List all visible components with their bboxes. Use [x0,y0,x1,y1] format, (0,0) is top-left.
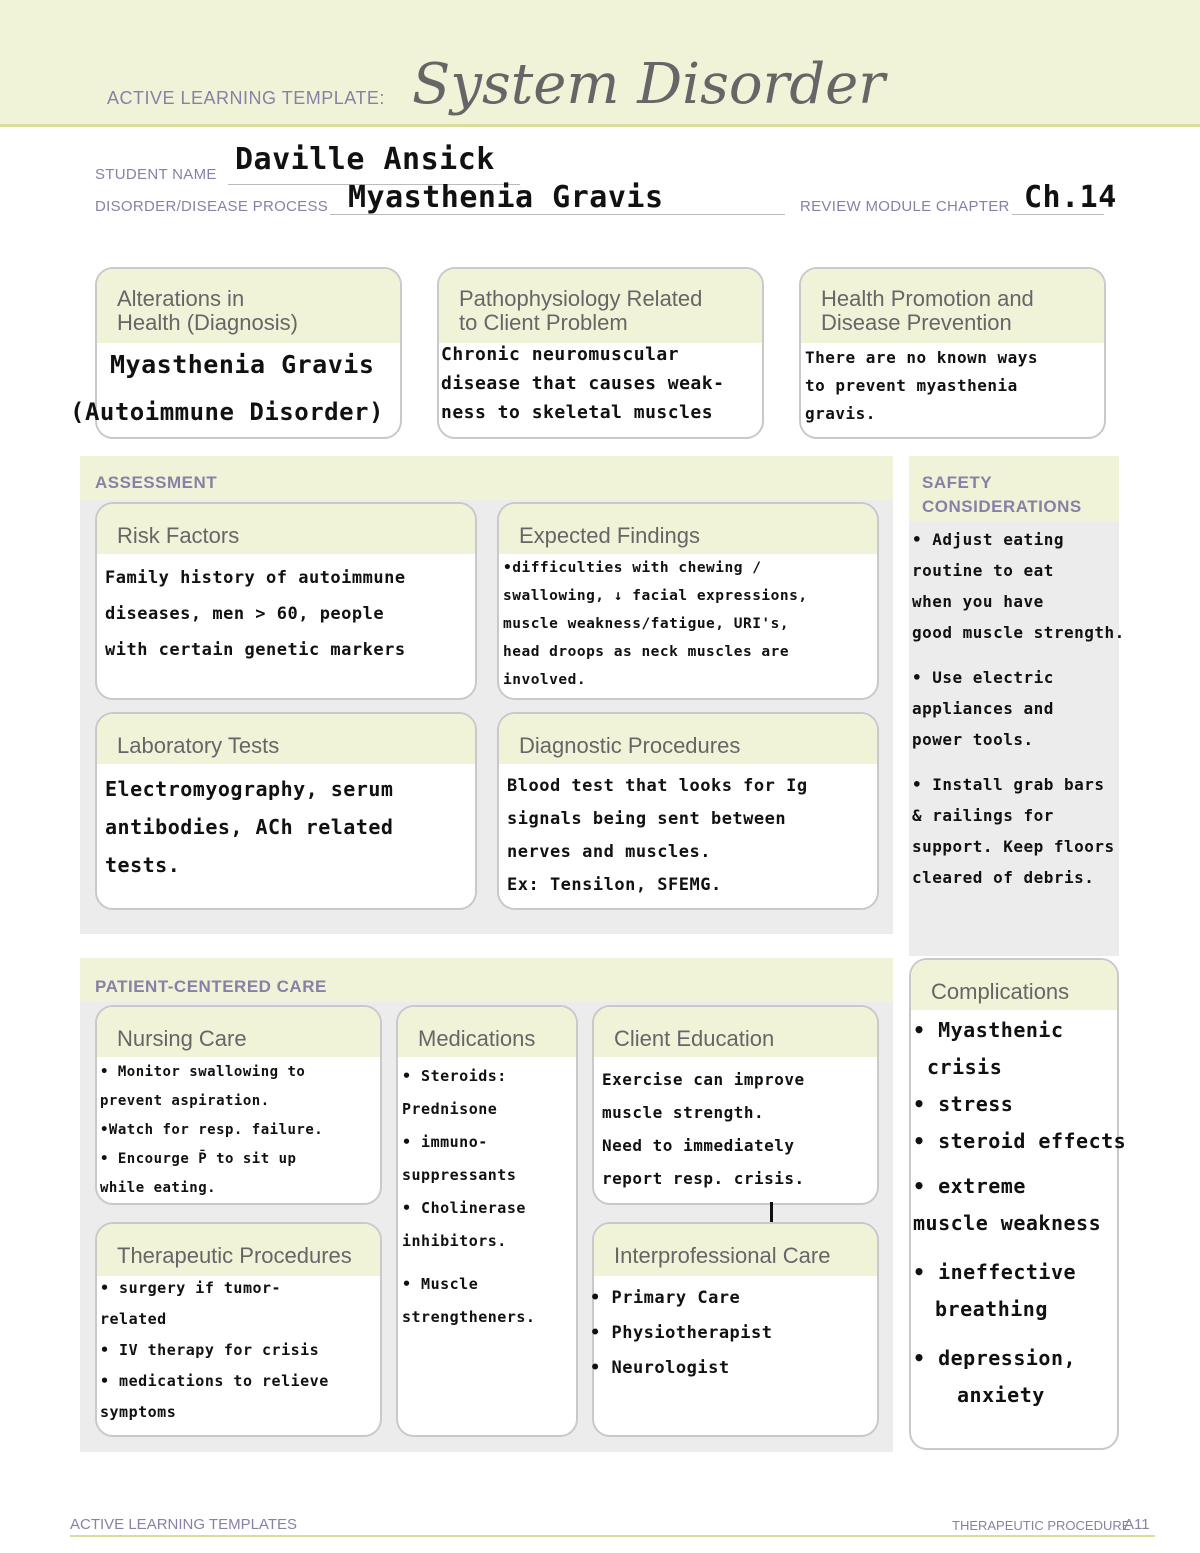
risk-factors-line: with certain genetic markers [105,640,406,660]
complications-line: • depression, [913,1346,1077,1370]
nursing-care-line: • Encourge P̄ to sit up [100,1151,297,1167]
diagnostic-procedures-line: nerves and muscles. [507,842,711,862]
page-number: A11 [1124,1516,1150,1533]
therapeutic-procedures-text [100,1273,329,1428]
therapeutic-procedures-line: symptoms [100,1403,177,1421]
medications-line: • Muscle [402,1275,479,1293]
nursing-care-line: while eating. [100,1180,217,1196]
pathophysiology-line: ness to skeletal muscles [441,402,714,423]
pathophysiology-line: disease that causes weak- [441,373,725,394]
template-label: ACTIVE LEARNING TEMPLATE: [107,88,385,108]
safety-title-2: CONSIDERATIONS [922,497,1082,516]
nursing-care-line: •Watch for resp. failure. [100,1122,324,1138]
medications-heading: Medications [398,1007,576,1057]
pathophysiology-heading-2: to Client Problem [459,310,628,335]
risk-factors-line: diseases, men > 60, people [105,604,385,624]
pathophysiology-text [441,340,724,427]
safety-line: & railings for [912,806,1054,825]
expected-findings-heading: Expected Findings [499,504,877,554]
interprofessional-care-text [590,1281,773,1386]
safety-line: appliances and [912,699,1054,718]
health-promotion-text [805,344,1038,428]
alterations-line: Myasthenia Gravis [110,350,375,379]
medications-line: suppressants [402,1166,517,1184]
laboratory-tests-text [97,764,475,890]
medications-line: • immuno- [402,1133,488,1151]
health-promotion-heading: Health Promotion and [821,286,1034,311]
medications-line: • Cholinerase [402,1199,526,1217]
client-education-line: muscle strength. [602,1103,765,1122]
client-education-line: Need to immediately [602,1136,795,1155]
safety-line: power tools. [912,730,1034,749]
laboratory-tests-line: Electromyography, serum [105,777,394,801]
complications-line: • steroid effects [913,1129,1127,1153]
disorder-value: Myasthenia Gravis [348,180,664,215]
nursing-care-text [100,1058,323,1203]
complications-line: • Myasthenic [913,1018,1064,1042]
safety-line: good muscle strength. [912,623,1125,642]
safety-line: • Install grab bars [912,775,1105,794]
template-banner [0,0,1200,127]
interprofessional-care-line: • Primary Care [590,1288,741,1308]
expected-findings-line: swallowing, ↓ facial expressions, [503,588,808,604]
complications-line: • extreme [913,1174,1026,1198]
safety-title: SAFETY [922,473,993,492]
complications-text [913,1012,1126,1414]
diagnostic-procedures-line: Blood test that looks for Ig [507,776,808,796]
complications-line: • stress [913,1092,1014,1116]
safety-line: when you have [912,592,1044,611]
expected-findings-text [503,554,808,694]
health-promotion-heading-2: Disease Prevention [821,310,1012,335]
interprofessional-care-line: • Neurologist [590,1358,730,1378]
risk-factors-text [97,554,475,674]
therapeutic-procedures-line: related [100,1310,167,1328]
laboratory-tests-line: tests. [105,853,181,877]
page-title: System Disorder [412,52,886,117]
health-promotion-line: to prevent myasthenia [805,376,1018,395]
client-education-line: Exercise can improve [602,1070,805,1089]
diagnostic-procedures-line: Ex: Tensilon, SFEMG. [507,875,722,895]
alterations-text-2 [70,392,384,432]
health-promotion-line: There are no known ways [805,348,1039,367]
footer-left: ACTIVE LEARNING TEMPLATES [70,1516,297,1533]
safety-line: cleared of debris. [912,868,1095,887]
pathophysiology-line: Chronic neuromuscular [441,344,680,365]
interprofessional-care-line: • Physiotherapist [590,1323,773,1343]
alterations-heading-2: Health (Diagnosis) [117,310,298,335]
client-education-line: report resp. crisis. [602,1169,805,1188]
complications-line: breathing [935,1297,1048,1321]
client-education-heading: Client Education [594,1007,877,1057]
alterations-line: (Autoimmune Disorder) [70,398,384,426]
chapter-value: Ch.14 [1024,180,1117,215]
alterations-text [110,345,374,385]
pen-mark [770,1202,773,1224]
laboratory-tests-box [95,712,477,910]
therapeutic-procedures-line: • surgery if tumor- [100,1279,282,1297]
nursing-care-line: prevent aspiration. [100,1093,270,1109]
medications-line: • Steroids: [402,1067,507,1085]
safety-line: support. Keep floors [912,837,1115,856]
nursing-care-heading: Nursing Care [97,1007,380,1057]
complications-line: anxiety [957,1383,1045,1407]
assessment-title: ASSESSMENT [95,473,218,492]
interprofessional-care-heading: Interprofessional Care [594,1224,877,1276]
client-education-box [592,1005,879,1205]
student-name-value: Daville Ansick [235,142,495,177]
therapeutic-procedures-heading: Therapeutic Procedures [97,1224,380,1276]
patient-care-title: PATIENT-CENTERED CARE [95,977,327,996]
pathophysiology-heading: Pathophysiology Related [459,286,703,311]
laboratory-tests-line: antibodies, ACh related [105,815,394,839]
medications-line: strengtheners. [402,1308,536,1326]
expected-findings-line: muscle weakness/fatigue, URI's, [503,616,790,632]
complications-line: muscle weakness [913,1211,1102,1235]
safety-text [912,524,1125,893]
risk-factors-box [95,502,477,700]
disorder-label: DISORDER/DISEASE PROCESS [95,198,329,215]
diagnostic-procedures-text [499,764,877,908]
complications-line: • ineffective [913,1260,1077,1284]
diagnostic-procedures-box [497,712,879,910]
safety-line: • Adjust eating [912,530,1064,549]
medications-text [402,1060,535,1334]
therapeutic-procedures-line: • IV therapy for crisis [100,1341,320,1359]
diagnostic-procedures-line: signals being sent between [507,809,787,829]
risk-factors-line: Family history of autoimmune [105,568,406,588]
footer-section: THERAPEUTIC PROCEDURE [952,1518,1131,1533]
expected-findings-line: head droops as neck muscles are [503,644,790,660]
complications-heading: Complications [911,960,1117,1010]
therapeutic-procedures-line: • medications to relieve [100,1372,329,1390]
client-education-text [594,1057,877,1201]
chapter-label: REVIEW MODULE CHAPTER [800,198,1010,215]
footer-rule [70,1535,1155,1537]
expected-findings-line: involved. [503,672,587,688]
risk-factors-heading: Risk Factors [97,504,475,554]
medications-line: inhibitors. [402,1232,507,1250]
diagnostic-procedures-heading: Diagnostic Procedures [499,714,877,764]
student-name-label: STUDENT NAME [95,166,217,183]
safety-line: • Use electric [912,668,1054,687]
complications-line: crisis [927,1055,1003,1079]
alterations-heading: Alterations in [117,286,245,311]
expected-findings-line: •difficulties with chewing / [503,560,762,576]
safety-line: routine to eat [912,561,1054,580]
laboratory-tests-heading: Laboratory Tests [97,714,475,764]
health-promotion-line: gravis. [805,404,876,423]
nursing-care-line: • Monitor swallowing to [100,1064,306,1080]
medications-line: Prednisone [402,1100,498,1118]
